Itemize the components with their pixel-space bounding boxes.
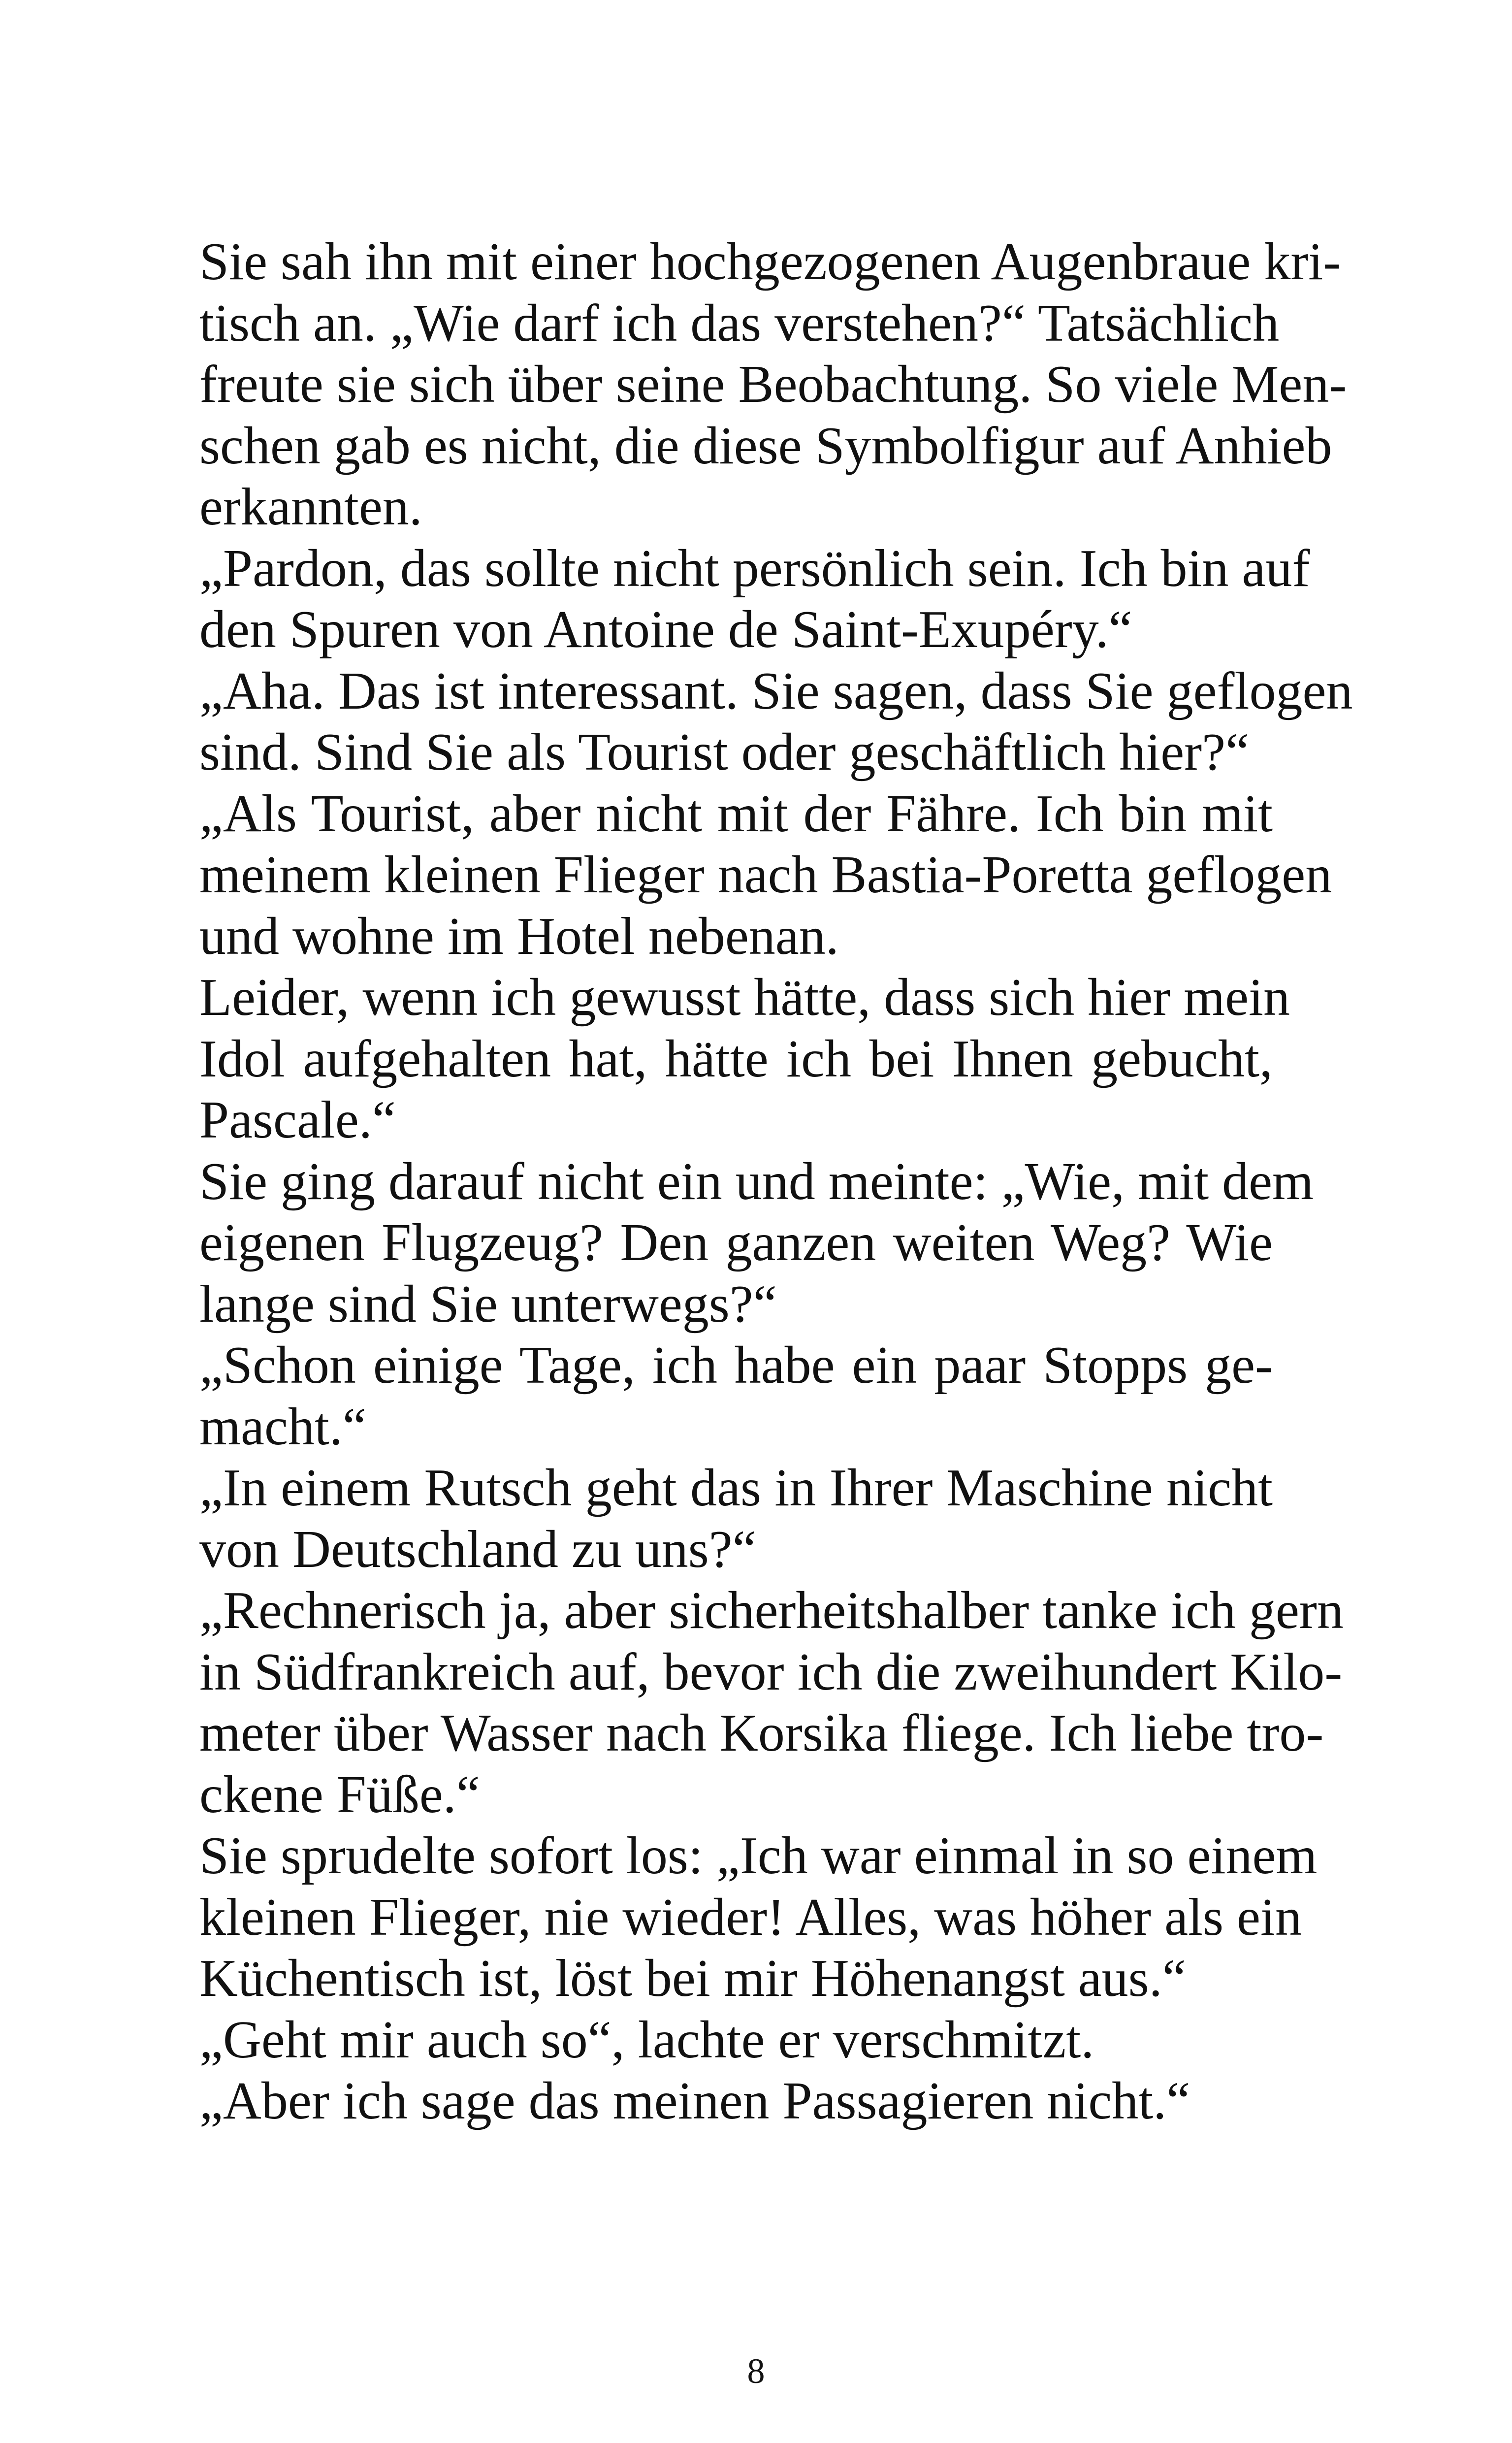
text-line: „Rechnerisch ja, aber sicherheitshalber tanke ich gern (199, 1581, 1344, 1640)
text-line: macht.“ (199, 1397, 366, 1456)
text-line: Sie sah ihn mit einer hochgezogenen Augenbraue kri- (199, 232, 1341, 291)
text-line: schen gab es nicht, die diese Symbolfigur auf Anhieb (199, 416, 1332, 475)
text-line: „Pardon, das sollte nicht persönlich sein. Ich bin auf (199, 539, 1310, 598)
text-line: kleinen Flieger, nie wieder! Alles, was höher als ein (199, 1888, 1302, 1947)
text-line: „Aha. Das ist interessant. Sie sagen, dass Sie geflogen (199, 661, 1353, 720)
page-number: 8 (747, 2351, 765, 2391)
text-line: Leider, wenn ich gewusst hätte, dass sich hier mein (199, 968, 1290, 1027)
text-line: freute sie sich über seine Beobachtung. So viele Men- (199, 355, 1347, 414)
text-line: eigenen Flugzeug? Den ganzen weiten Weg? Wie (199, 1213, 1273, 1272)
text-line: Küchentisch ist, löst bei mir Höhenangst aus.“ (199, 1949, 1186, 2008)
text-line: lange sind Sie unterwegs?“ (199, 1274, 777, 1334)
text-line: tisch an. „Wie darf ich das verstehen?“ Tatsächlich (199, 293, 1280, 353)
text-line: Sie sprudelte sofort los: „Ich war einmal in so einem (199, 1826, 1318, 1885)
text-line: „Geht mir auch so“, lachte er verschmitzt. (199, 2010, 1094, 2069)
text-line: „Als Tourist, aber nicht mit der Fähre. Ich bin mit (199, 784, 1273, 843)
text-line: und wohne im Hotel nebenan. (199, 907, 839, 966)
text-line: meinem kleinen Flieger nach Bastia-Poretta geflogen (199, 846, 1332, 904)
text-line: den Spuren von Antoine de Saint-Exupéry.“ (199, 600, 1132, 659)
text-line: erkannten. (199, 478, 422, 536)
text-line: Idol aufgehalten hat, hätte ich bei Ihnen gebucht, (199, 1029, 1273, 1088)
body-text (199, 231, 1353, 2132)
text-line: „Aber ich sage das meinen Passagieren nicht.“ (199, 2072, 1190, 2130)
text-line: in Südfrankreich auf, bevor ich die zweihundert Kilo- (199, 1642, 1343, 1701)
text-line: sind. Sind Sie als Tourist oder geschäftlich hier?“ (199, 723, 1249, 782)
text-line: von Deutschland zu uns?“ (199, 1520, 756, 1579)
text-line: Sie ging darauf nicht ein und meinte: „Wie, mit dem (199, 1152, 1314, 1211)
text-line: „In einem Rutsch geht das in Ihrer Maschine nicht (199, 1459, 1273, 1517)
text-line: meter über Wasser nach Korsika fliege. Ich liebe tro- (199, 1704, 1324, 1762)
text-line: Pascale.“ (199, 1091, 396, 1149)
text-line: „Schon einige Tage, ich habe ein paar Stopps ge- (199, 1336, 1273, 1395)
text-line: ckene Füße.“ (199, 1765, 480, 1824)
